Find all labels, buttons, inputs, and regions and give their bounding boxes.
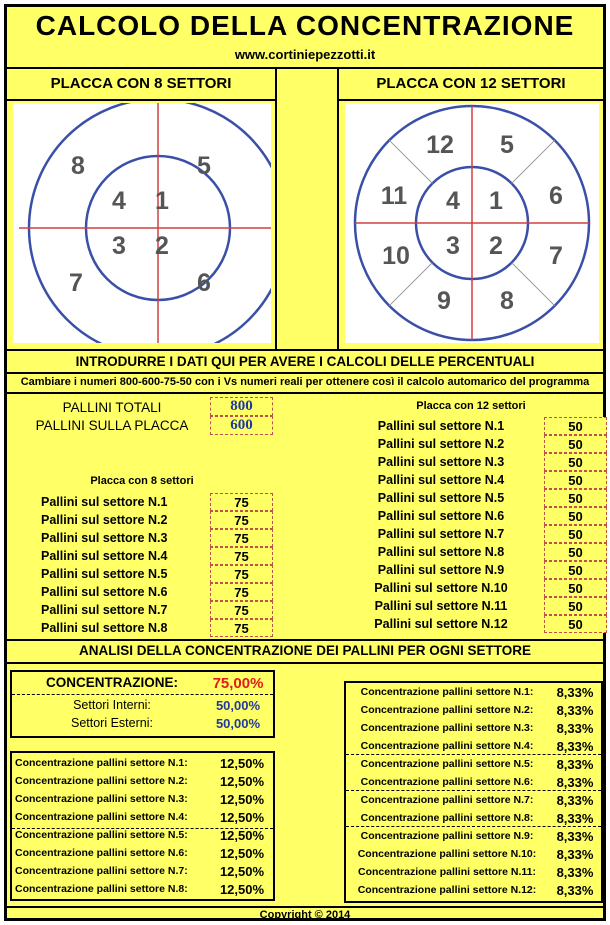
p12-sector-input[interactable]: 50	[544, 561, 607, 579]
p8-conc-label: Concentrazione pallini settore N.2:	[15, 775, 188, 787]
p12-conc-value: 8,33%	[556, 865, 594, 880]
p12-input-label: Pallini sul settore N.11	[374, 599, 508, 613]
plate8-sector-7: 7	[69, 269, 83, 297]
p12-conc-label: Concentrazione pallini settore N.1:	[360, 686, 534, 698]
sheet-frame	[4, 4, 606, 921]
p12-conc-label: Concentrazione pallini settore N.4:	[360, 740, 534, 752]
p12-conc-value: 8,33%	[556, 703, 594, 718]
p12-sector-input[interactable]: 50	[544, 471, 607, 489]
p12-conc-label: Concentrazione pallini settore N.9:	[360, 830, 534, 842]
plate12-sector-1: 1	[489, 187, 503, 215]
p8-conc-label: Concentrazione pallini settore N.8:	[15, 883, 188, 895]
p12-input-label: Pallini sul settore N.9	[377, 563, 505, 577]
divider	[7, 372, 603, 374]
p12-sector-input[interactable]: 50	[544, 417, 607, 435]
divider	[7, 662, 603, 664]
p12-conc-value: 8,33%	[556, 739, 594, 754]
p8-inputs-heading: Placca con 8 settori	[90, 475, 194, 487]
p12-input-label: Pallini sul settore N.7	[377, 527, 505, 541]
p8-input-label: Pallini sul settore N.5	[41, 567, 168, 581]
p12-conc-value: 8,33%	[556, 775, 594, 790]
plate12-diagram	[345, 103, 599, 343]
p12-conc-value: 8,33%	[556, 757, 594, 772]
p8-conc-value: 12,50%	[219, 846, 265, 861]
copyright: Copyright © 2014	[259, 909, 351, 921]
divider	[7, 67, 603, 69]
p8-input-label: Pallini sul settore N.7	[41, 603, 168, 617]
divider	[346, 754, 601, 755]
p12-input-label: Pallini sul settore N.10	[374, 581, 508, 595]
p8-conc-value: 12,50%	[219, 792, 265, 807]
p12-sector-input[interactable]: 50	[544, 597, 607, 615]
interni-label: Settori Interni:	[73, 698, 151, 712]
p12-input-label: Pallini sul settore N.12	[374, 617, 508, 631]
divider	[346, 790, 601, 791]
p12-conc-value: 8,33%	[556, 847, 594, 862]
plate12-title: PLACCA CON 12 SETTORI	[376, 75, 566, 92]
plate12-sector-9: 9	[437, 287, 451, 315]
p8-sector-input[interactable]: 75	[210, 511, 273, 529]
p12-sector-input[interactable]: 50	[544, 489, 607, 507]
plate8-sector-6: 6	[197, 269, 211, 297]
p8-sector-input[interactable]: 75	[210, 565, 273, 583]
divider	[7, 392, 603, 394]
p8-conc-label: Concentrazione pallini settore N.1:	[15, 757, 188, 769]
plate8-title: PLACCA CON 8 SETTORI	[50, 75, 232, 92]
plate12-sector-7: 7	[549, 242, 563, 270]
p12-conc-label: Concentrazione pallini settore N.6:	[360, 776, 534, 788]
divider	[7, 99, 277, 101]
pallini-placca-label: PALLINI SULLA PLACCA	[35, 418, 189, 433]
p8-conc-label: Concentrazione pallini settore N.3:	[15, 793, 188, 805]
p8-sector-input[interactable]: 75	[210, 619, 273, 637]
p8-conc-value: 12,50%	[219, 756, 265, 771]
p12-sector-input[interactable]: 50	[544, 615, 607, 633]
p12-conc-value: 8,33%	[556, 811, 594, 826]
plate8-outer-ring	[29, 103, 271, 343]
p8-conc-label: Concentrazione pallini settore N.7:	[15, 865, 188, 877]
p12-conc-label: Concentrazione pallini settore N.10:	[357, 848, 537, 860]
p12-conc-label: Concentrazione pallini settore N.3:	[360, 722, 534, 734]
concentrazione-value: 75,00%	[212, 675, 264, 692]
plate12-sector-12: 12	[426, 131, 454, 159]
p12-conc-label: Concentrazione pallini settore N.5:	[360, 758, 534, 770]
p8-conc-label: Concentrazione pallini settore N.4:	[15, 811, 188, 823]
pallini-totali-input[interactable]: 800	[210, 397, 273, 416]
p12-sector-input[interactable]: 50	[544, 543, 607, 561]
p8-conc-value: 12,50%	[219, 882, 265, 897]
p8-input-label: Pallini sul settore N.1	[41, 495, 168, 509]
divider	[339, 99, 603, 101]
plate12-sector-3: 3	[446, 232, 460, 260]
p12-input-label: Pallini sul settore N.1	[377, 419, 505, 433]
p12-conc-label: Concentrazione pallini settore N.7:	[360, 794, 534, 806]
p12-conc-value: 8,33%	[556, 685, 594, 700]
p8-conc-value: 12,50%	[219, 864, 265, 879]
p8-conc-label: Concentrazione pallini settore N.6:	[15, 847, 188, 859]
p12-input-label: Pallini sul settore N.6	[377, 509, 505, 523]
p8-conc-value: 12,50%	[219, 810, 265, 825]
p12-conc-label: Concentrazione pallini settore N.12:	[357, 884, 537, 896]
p8-conc-value: 12,50%	[219, 828, 265, 843]
p12-conc-value: 8,33%	[556, 829, 594, 844]
input-banner: INTRODURRE I DATI QUI PER AVERE I CALCOLI DELLE PERCENTUALI	[75, 354, 535, 369]
divider	[275, 67, 277, 349]
plate12-sector-10: 10	[382, 242, 410, 270]
input-note: Cambiare i numeri 800-600-75-50 con i Vs numeri reali per ottenere così il calcolo automarico del programma	[20, 376, 590, 388]
divider	[12, 828, 273, 829]
p8-input-label: Pallini sul settore N.4	[41, 549, 168, 563]
plate8-sector-2: 2	[155, 232, 169, 260]
divider	[337, 67, 339, 349]
plate12-sector-8: 8	[500, 287, 514, 315]
p8-sector-input[interactable]: 75	[210, 529, 273, 547]
page-title: CALCOLO DELLA CONCENTRAZIONE	[35, 10, 575, 41]
plate8-sector-3: 3	[112, 232, 126, 260]
p12-inputs-heading: Placca con 12 settori	[416, 400, 526, 412]
esterni-label: Settori Esterni:	[71, 716, 153, 730]
plate8-diagram	[13, 103, 271, 343]
p12-conc-label: Concentrazione pallini settore N.2:	[360, 704, 534, 716]
analysis-banner: ANALISI DELLA CONCENTRAZIONE DEI PALLINI PER OGNI SETTORE	[78, 643, 532, 658]
p12-input-label: Pallini sul settore N.8	[377, 545, 505, 559]
p12-sector-input[interactable]: 50	[544, 525, 607, 543]
plate8-sector-1: 1	[155, 187, 169, 215]
plate8-sector-4: 4	[112, 187, 126, 215]
p8-conc-value: 12,50%	[219, 774, 265, 789]
p8-sector-input[interactable]: 75	[210, 547, 273, 565]
p8-sector-input[interactable]: 75	[210, 493, 273, 511]
p8-conc-label: Concentrazione pallini settore N.5:	[15, 829, 188, 841]
p12-sector-input[interactable]: 50	[544, 507, 607, 525]
pallini-placca-input[interactable]: 600	[210, 416, 273, 435]
p12-sector-input[interactable]: 50	[544, 579, 607, 597]
p8-input-label: Pallini sul settore N.6	[41, 585, 168, 599]
esterni-value: 50,00%	[215, 716, 261, 731]
p12-input-label: Pallini sul settore N.2	[377, 437, 505, 451]
p12-conc-value: 8,33%	[556, 883, 594, 898]
divider	[7, 906, 603, 908]
plate12-sector-2: 2	[489, 232, 503, 260]
concentrazione-label: CONCENTRAZIONE:	[46, 675, 178, 690]
pallini-totali-label: PALLINI TOTALI	[62, 400, 162, 415]
plate8-sector-5: 5	[197, 152, 211, 180]
plate12-sector-5: 5	[500, 131, 514, 159]
divider	[346, 826, 601, 827]
p12-conc-label: Concentrazione pallini settore N.8:	[360, 812, 534, 824]
p12-input-label: Pallini sul settore N.5	[377, 491, 505, 505]
p12-conc-value: 8,33%	[556, 721, 594, 736]
plate12-sector-4: 4	[446, 187, 460, 215]
plate8-sector-8: 8	[71, 152, 85, 180]
interni-value: 50,00%	[215, 698, 261, 713]
p8-input-label: Pallini sul settore N.8	[41, 621, 168, 635]
p12-input-label: Pallini sul settore N.4	[377, 473, 505, 487]
divider	[7, 349, 603, 351]
p8-sector-input[interactable]: 75	[210, 601, 273, 619]
p8-sector-input[interactable]: 75	[210, 583, 273, 601]
website-url[interactable]: www.cortiniepezzotti.it	[234, 47, 376, 62]
p8-input-label: Pallini sul settore N.3	[41, 531, 168, 545]
plate12-sector-6: 6	[549, 182, 563, 210]
p12-conc-label: Concentrazione pallini settore N.11:	[358, 866, 536, 878]
p12-input-label: Pallini sul settore N.3	[377, 455, 505, 469]
p12-conc-value: 8,33%	[556, 793, 594, 808]
p12-sector-input[interactable]: 50	[544, 453, 607, 471]
p8-input-label: Pallini sul settore N.2	[41, 513, 168, 527]
divider	[7, 639, 603, 641]
plate12-sector-11: 11	[380, 182, 408, 210]
p12-sector-input[interactable]: 50	[544, 435, 607, 453]
